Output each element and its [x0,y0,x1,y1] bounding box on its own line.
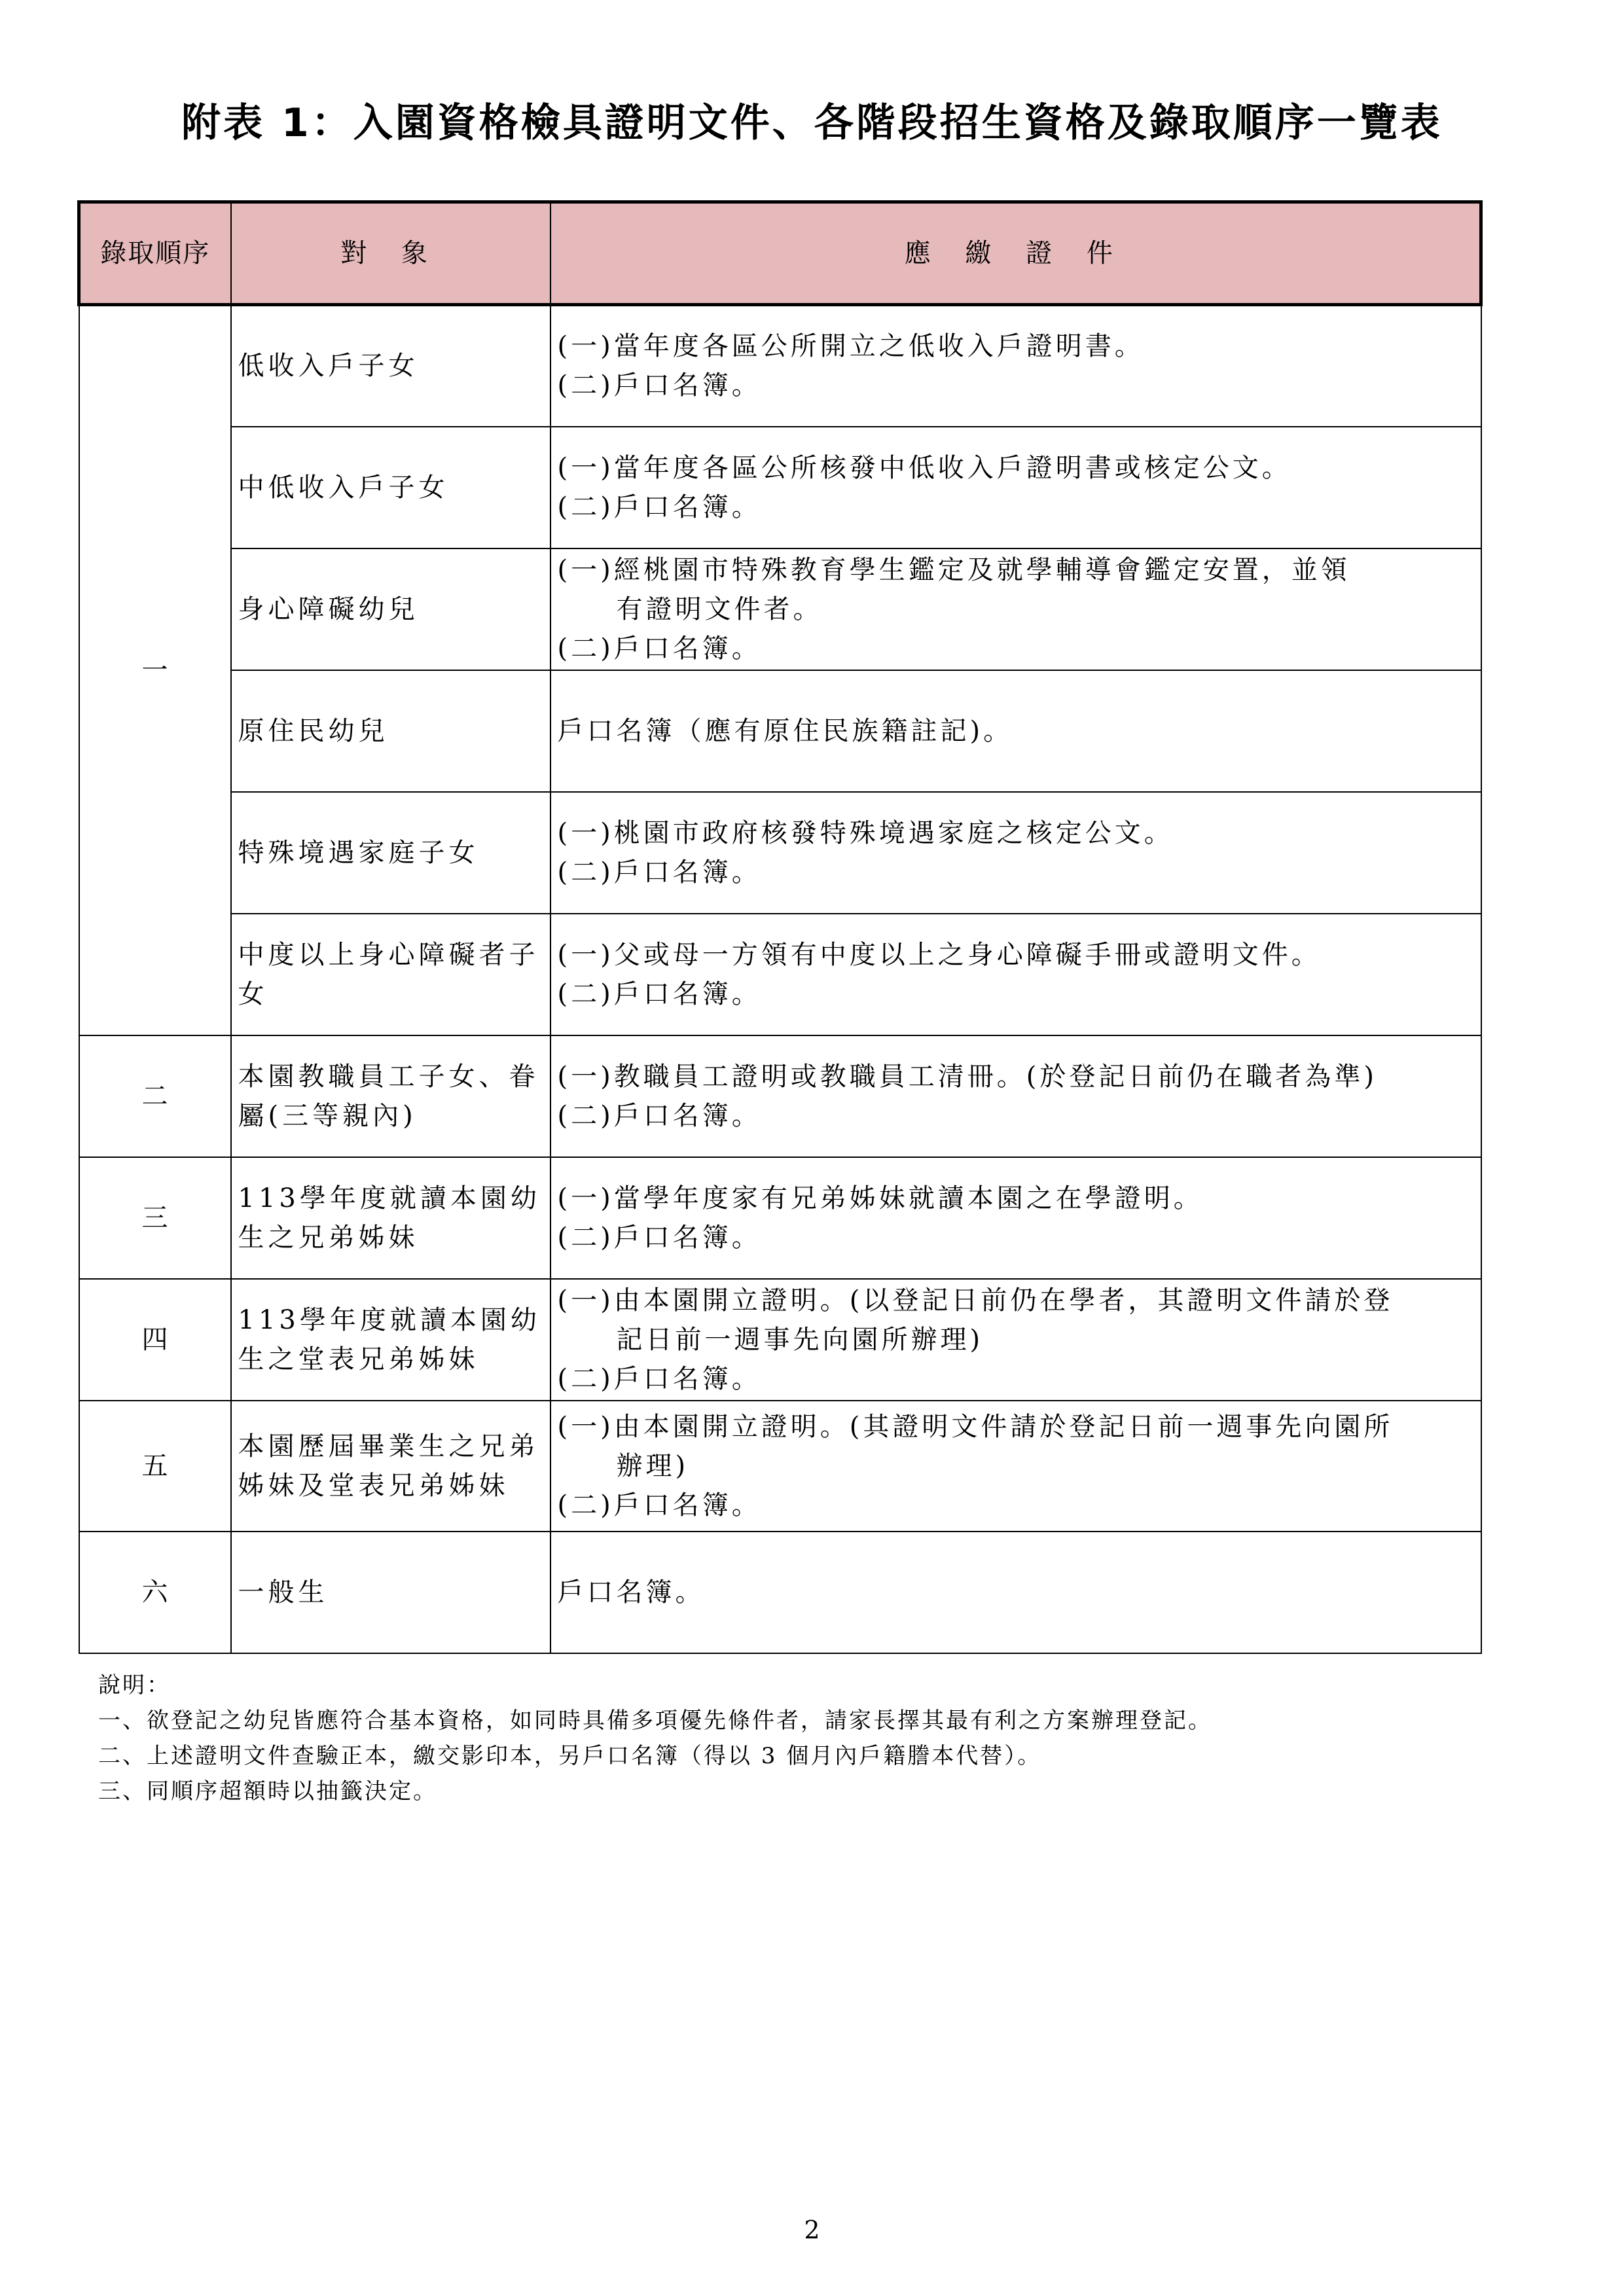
target-cell: 中低收入戶子女 [231,427,550,548]
table-row [79,1532,1481,1653]
notes-section [98,1668,1212,1809]
table-row [79,1035,1481,1157]
document-line: (二)戶口名簿。 [557,978,761,1009]
target-cell: 本園教職員工子女、眷屬(三等親內) [231,1035,550,1157]
target-cell: 113學年度就讀本園幼生之堂表兄弟姊妹 [231,1279,550,1401]
target-cell: 身心障礙幼兒 [231,548,550,670]
order-cell: 五 [79,1401,231,1532]
documents-cell [550,548,1481,670]
documents-cell [550,914,1481,1035]
document-line: 辦理) [616,1450,689,1481]
note-item: 二、上述證明文件查驗正本，繳交影印本，另戶口名簿（得以 3 個月內戶籍謄本代替）。 [98,1743,1042,1769]
document-line: (二)戶口名簿。 [557,857,761,888]
document-line: (一)父或母一方領有中度以上之身心障礙手冊或證明文件。 [557,939,1321,970]
document-line: (一)由本園開立證明。(其證明文件請於登記日前一週事先向園所 [557,1411,1394,1442]
document-line: (一)桃園市政府核發特殊境遇家庭之核定公文。 [557,817,1174,848]
table-row [79,1401,1481,1532]
documents-cell [550,670,1481,792]
document-line: 記日前一週事先向園所辦理) [616,1324,984,1355]
table-row [79,548,1481,670]
target-cell: 本園歷屆畢業生之兄弟姊妹及堂表兄弟姊妹 [231,1401,550,1532]
target-cell: 113學年度就讀本園幼生之兄弟姊妹 [231,1157,550,1279]
document-line: 戶口名簿（應有原住民族籍註記)。 [557,715,1013,746]
document-line: (二)戶口名簿。 [557,1100,761,1131]
document-line: (一)經桃園市特殊教育學生鑑定及就學輔導會鑑定安置，並領 [557,554,1350,585]
target-cell: 一般生 [231,1532,550,1653]
document-line: (一)教職員工證明或教職員工清冊。(於登記日前仍在職者為準) [557,1061,1377,1092]
documents-cell [550,1401,1481,1532]
table-row [79,1157,1481,1279]
header-order: 錄取順序 [79,202,231,305]
document-line: 戶口名簿。 [557,1577,705,1607]
order-cell: 四 [79,1279,231,1401]
order-cell: 三 [79,1157,231,1279]
target-cell: 原住民幼兒 [231,670,550,792]
document-line: (一)當學年度家有兄弟姊妹就讀本園之在學證明。 [557,1183,1203,1213]
document-line: 有證明文件者。 [616,594,823,624]
table-row [79,427,1481,548]
document-line: (一)由本園開立證明。(以登記日前仍在學者，其證明文件請於登 [557,1285,1394,1316]
order-cell: 一 [79,305,231,1035]
table-row [79,1279,1481,1401]
documents-cell [550,1279,1481,1401]
documents-cell [550,792,1481,914]
table-row [79,305,1481,427]
documents-cell [550,427,1481,548]
documents-cell [550,1157,1481,1279]
notes-heading: 說明： [98,1672,171,1698]
target-cell: 中度以上身心障礙者子女 [231,914,550,1035]
document-line: (一)當年度各區公所核發中低收入戶證明書或核定公文。 [557,452,1291,483]
page-number: 2 [804,2215,820,2244]
documents-cell [550,1035,1481,1157]
page-title: 附表 1：入園資格檢具證明文件、各階段招生資格及錄取順序一覽表 [181,100,1443,146]
document-line: (二)戶口名簿。 [557,370,761,401]
table-row [79,914,1481,1035]
document-line: (二)戶口名簿。 [557,1490,761,1520]
table-row [79,792,1481,914]
document-line: (二)戶口名簿。 [557,1222,761,1253]
document-line: (一)當年度各區公所開立之低收入戶證明書。 [557,331,1144,362]
table-row [79,670,1481,792]
note-item: 三、同順序超額時以抽籤決定。 [98,1778,437,1804]
document-line: (二)戶口名簿。 [557,1363,761,1394]
document-line: (二)戶口名簿。 [557,492,761,522]
target-cell: 特殊境遇家庭子女 [231,792,550,914]
admission-table [77,200,1483,1654]
header-target: 對 象 [231,202,550,305]
target-cell: 低收入戶子女 [231,305,550,427]
documents-cell [550,305,1481,427]
header-documents: 應 繳 證 件 [550,202,1481,305]
order-cell: 二 [79,1035,231,1157]
order-cell: 六 [79,1532,231,1653]
document-line: (二)戶口名簿。 [557,633,761,664]
table-header-row [79,202,1481,305]
documents-cell [550,1532,1481,1653]
note-item: 一、欲登記之幼兒皆應符合基本資格，如同時具備多項優先條件者，請家長擇其最有利之方案辦理登記。 [98,1708,1212,1734]
